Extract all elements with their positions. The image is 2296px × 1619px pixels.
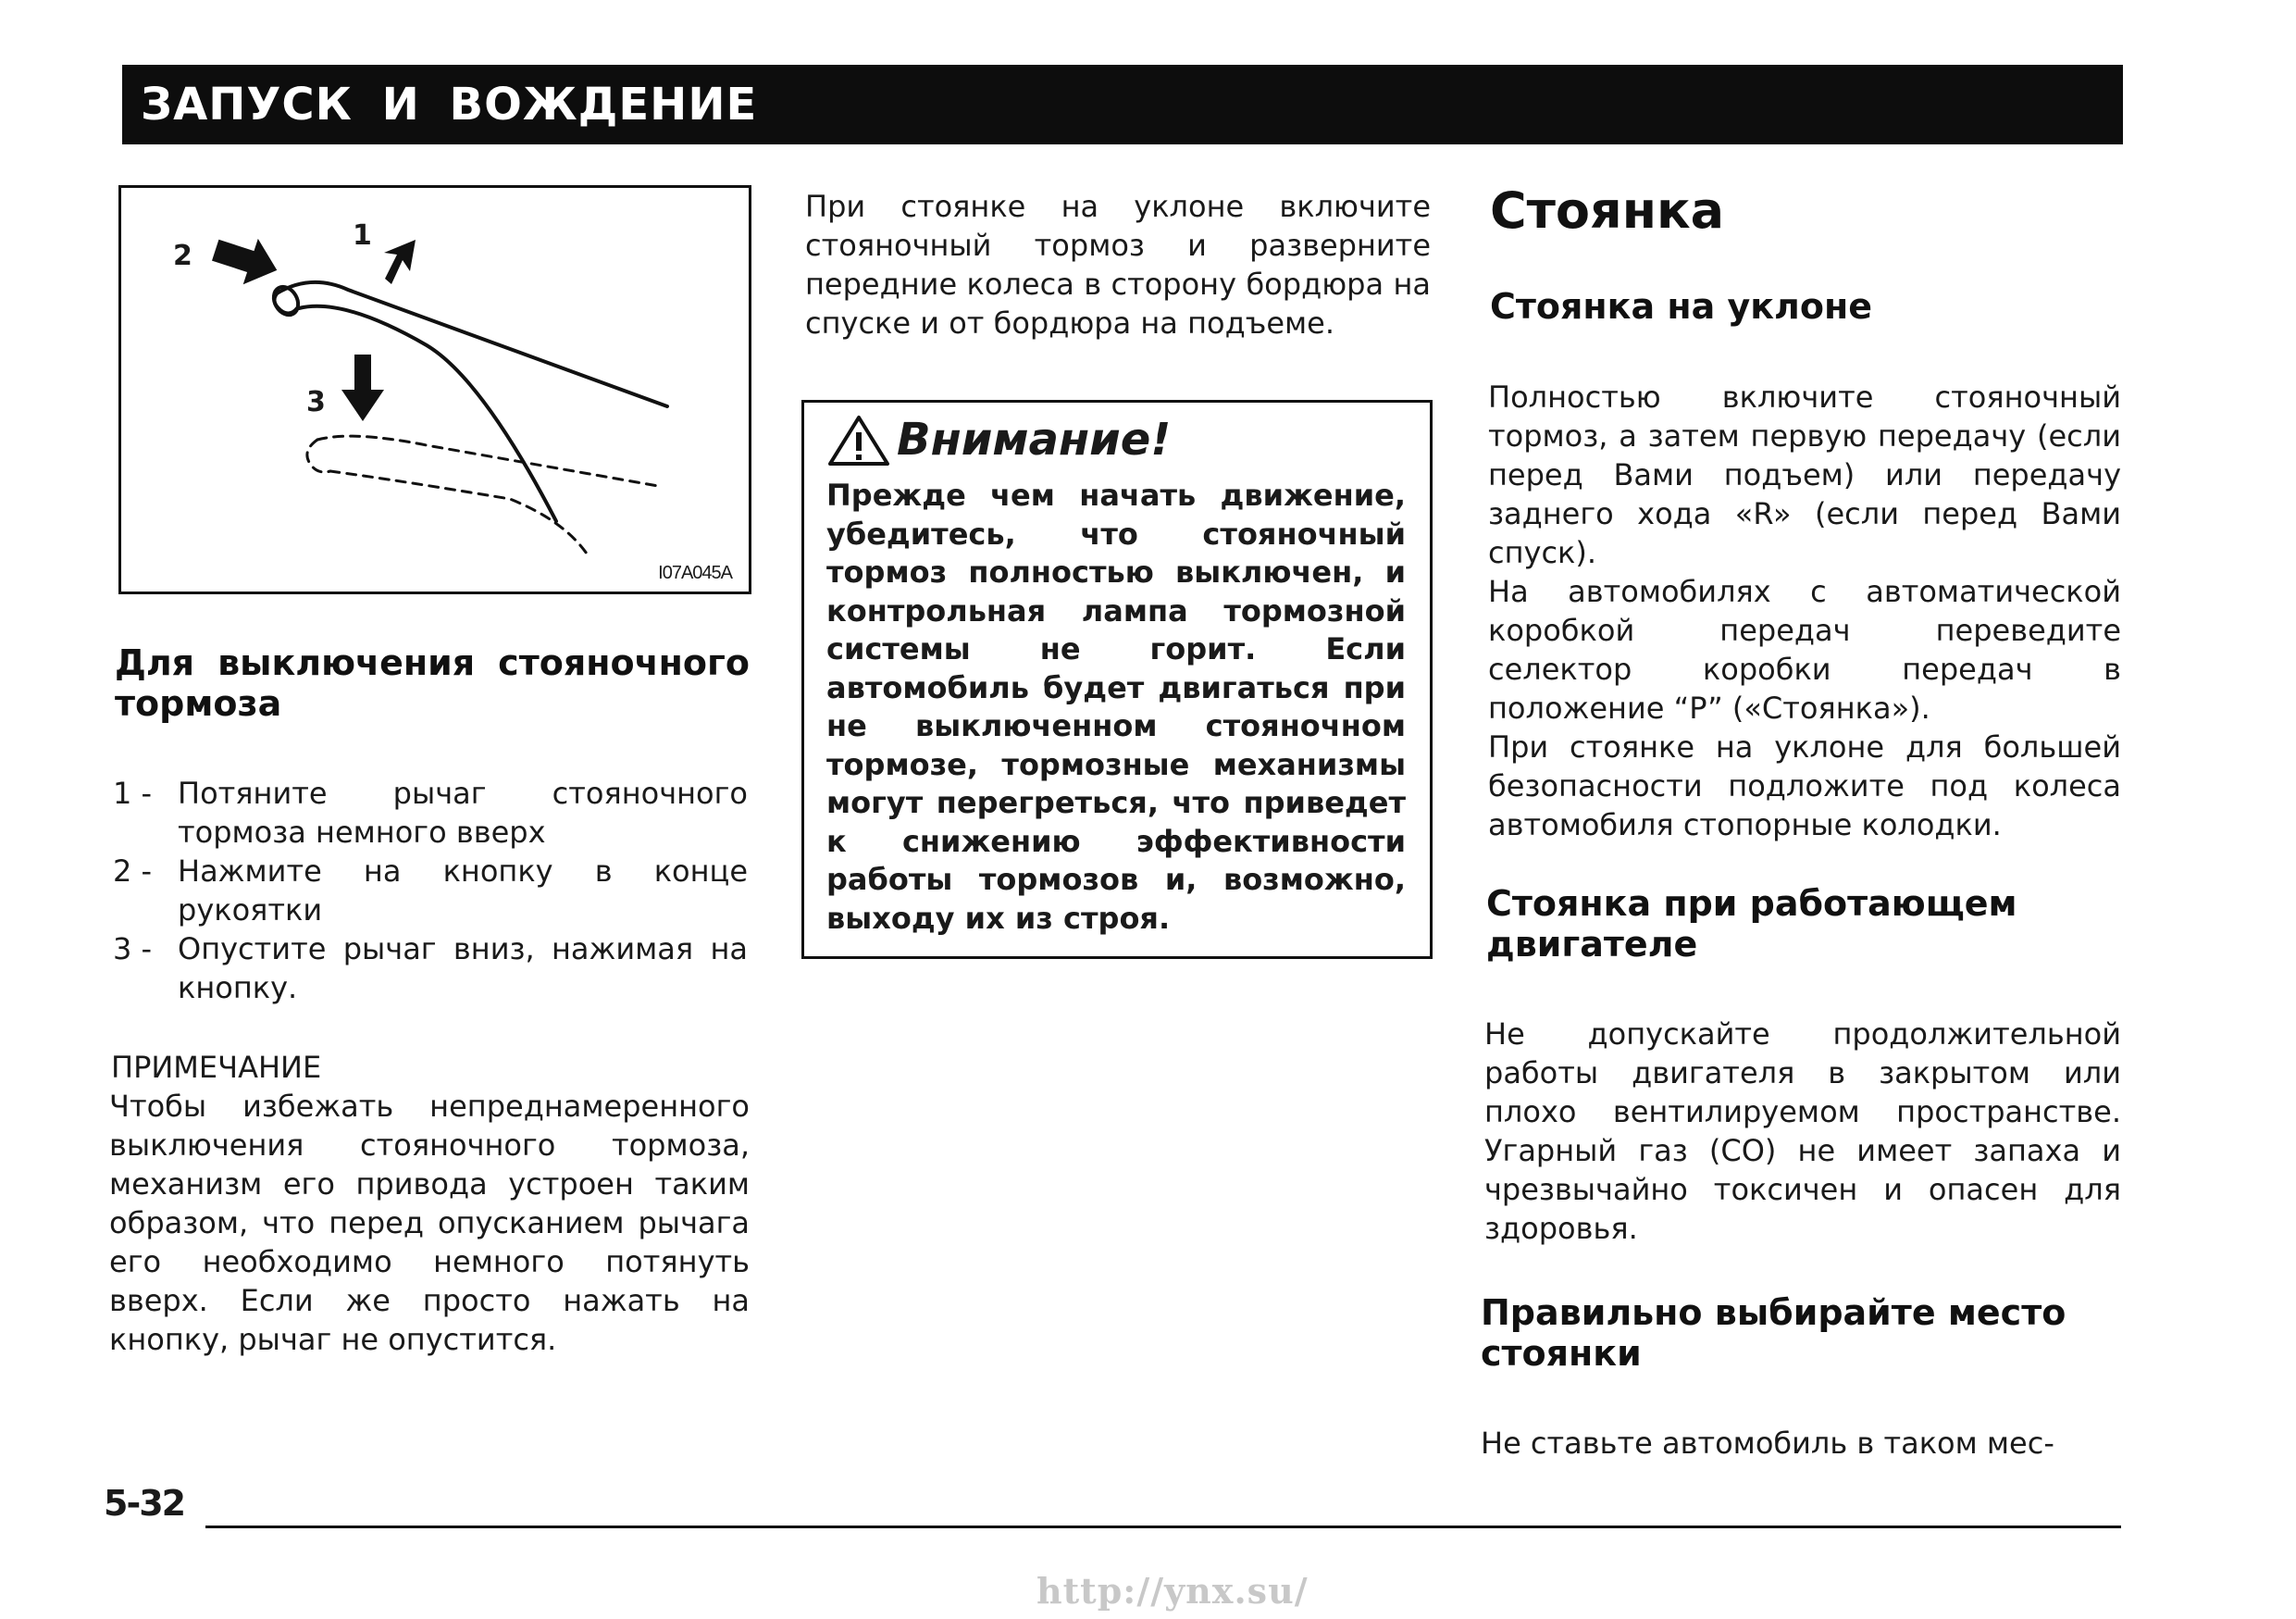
warning-triangle-icon: [826, 414, 891, 467]
engine-running-text: Не допускайте продолжительной работы двигателя в закрытом или плохо вентилируемом пространстве. Угарный газ (CO) не имеет запаха и чрезвычайно токсичен и опасен для здоровья.: [1484, 1016, 2121, 1246]
engine-running-heading: Стоянка при работающем двигателе: [1486, 883, 2017, 965]
section-title-banner: ЗАПУСК И ВОЖДЕНИЕ: [122, 65, 2123, 144]
arrow-2-icon: [208, 227, 285, 293]
parking-brake-figure: [118, 185, 751, 594]
figure-code: I07A045A: [658, 563, 732, 583]
lever-dashed: [307, 436, 658, 556]
lever-solid: [269, 282, 667, 521]
parking-brake-diagram: [121, 188, 754, 597]
warning-box: [801, 400, 1433, 959]
step-item: [113, 774, 750, 852]
arrow-3-icon: [341, 355, 384, 421]
step-text: Потяните рычаг стояночного тормоза немного вверх: [178, 776, 748, 850]
step-item: [113, 929, 750, 1007]
slope-parking-intro: При стоянке на уклоне включите стояночный тормоз и разверните передние колеса в сторону бордюра на спуске и от бордюра на подъеме.: [805, 189, 1431, 341]
step-number: 1 -: [113, 776, 153, 811]
step-item: [113, 852, 750, 929]
step-text: Опустите рычаг вниз, нажимая на кнопку.: [178, 931, 748, 1005]
brake-release-heading: Для выключения стояночного тормоза: [115, 642, 750, 724]
page-number: 5-32: [104, 1483, 185, 1524]
note-title: ПРИМЕЧАНИЕ: [111, 1050, 322, 1085]
slope-parking-heading: Стоянка на уклоне: [1490, 286, 1872, 327]
footer-rule: [205, 1526, 2121, 1528]
figure-label-2: 2: [173, 240, 192, 272]
arrow-1-icon: [384, 240, 416, 284]
slope-parking-text: Полностью включите стояночный тормоз, а затем первую передачу (если перед Вами подъем) или передачу заднего хода «R» (если перед Вами спуск).: [1488, 380, 2121, 570]
step-number: 3 -: [113, 931, 153, 966]
step-number: 2 -: [113, 853, 153, 889]
figure-label-1: 1: [353, 219, 372, 252]
automatic-gearbox-text: На автомобилях с автоматической коробкой передач переведите селектор коробки передач в положение “P” («Стоянка»).: [1488, 574, 2121, 726]
warning-title: Внимание!: [897, 414, 1172, 466]
watermark-link[interactable]: http://ynx.su/: [1036, 1570, 1309, 1612]
choose-parking-place-text: Не ставьте автомобиль в таком мес-: [1481, 1426, 2054, 1461]
wheel-chocks-text: При стоянке на уклоне для большей безопасности подложите под колеса автомобиля стопорные колодки.: [1488, 729, 2121, 842]
choose-parking-place-heading: Правильно выбирайте место стоянки: [1481, 1292, 2066, 1374]
step-text: Нажмите на кнопку в конце рукоятки: [178, 853, 748, 928]
figure-label-3: 3: [306, 386, 326, 418]
warning-text: Прежде чем начать движение, убедитесь, что стояночный тормоз полностью выключен, и контрольная лампа тормозной системы не горит. Если автомобиль будет двигаться при не выключенном стояночном тормозе, тормозные механизмы могут перегреться, что приведет к снижению эффективности работы тормозов и, возможно, выходу их из строя.: [826, 478, 1406, 936]
parking-title: Стоянка: [1490, 181, 1725, 240]
note-text: Чтобы избежать непреднамеренного выключения стояночного тормоза, механизм его привода устроен таким образом, что перед опусканием рычага его необходимо немного потянуть вверх. Если же просто нажать на кнопку, рычаг не опустится.: [109, 1089, 750, 1357]
